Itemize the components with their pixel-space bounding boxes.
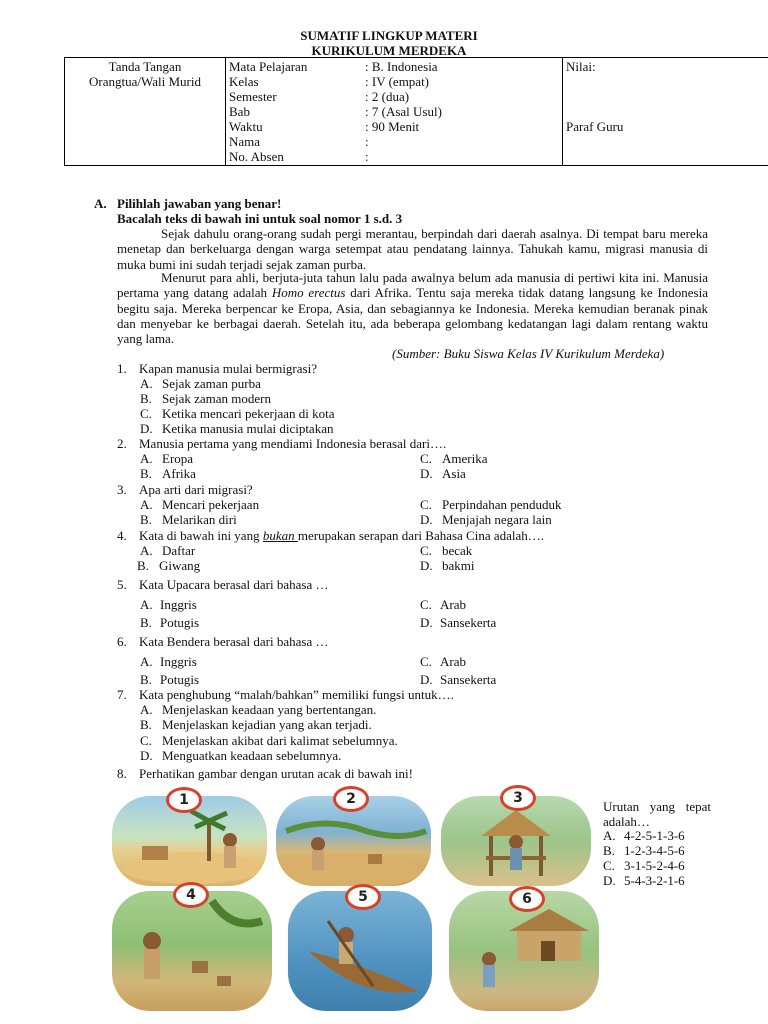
question-3: 3. Apa arti dari migrasi? <box>117 482 253 497</box>
q1-option-a[interactable]: A. Sejak zaman purba <box>140 376 261 391</box>
q1-option-c[interactable]: C. Ketika mencari pekerjaan di kota <box>140 406 335 421</box>
q2-option-c[interactable]: C. Amerika <box>420 451 488 466</box>
q6-option-c[interactable]: C. Arab <box>420 654 466 669</box>
title-sumatif: SUMATIF LINGKUP MATERI <box>300 28 478 43</box>
field-absen[interactable]: No. Absen : <box>229 149 369 164</box>
q5-option-b[interactable]: B. Potugis <box>140 615 200 630</box>
q4-option-d[interactable]: D. bakmi <box>420 558 475 573</box>
q8-option-a[interactable]: A. 4-2-5-1-3-6 <box>603 828 685 843</box>
q4-bukan-emphasis: bukan <box>262 528 298 543</box>
q3-option-d[interactable]: D. Menjajah negara lain <box>420 512 552 527</box>
q7-option-d[interactable]: D. Menguatkan keadaan sebelumnya. <box>140 748 342 763</box>
question-7: 7. Kata penghubung “malah/bahkan” memiliki fungsi untuk…. <box>117 687 454 702</box>
field-mapel: Mata Pelajaran : B. Indonesia <box>229 59 438 74</box>
q4-option-b[interactable]: B. Giwang <box>137 558 201 573</box>
q2-option-b[interactable]: B. Afrika <box>140 466 196 481</box>
q6-option-d[interactable]: D. Sansekerta <box>420 672 497 687</box>
section-letter: A. <box>94 196 107 211</box>
q2-option-d[interactable]: D. Asia <box>420 466 466 481</box>
q3-option-c[interactable]: C. Perpindahan penduduk <box>420 497 562 512</box>
q4-option-c[interactable]: C. becak <box>420 543 473 558</box>
picture-4-gathering <box>112 891 272 1011</box>
passage-paragraph-1: Sejak dahulu orang-orang sudah pergi merantau, berpindah dari daerah asalnya. Di tempat baru mereka menetap dan berkeluarga dengan warga setempat atau pendatang lainnya. Tahukah kamu, migrasi manusia di muka bumi ini sudah terjadi sejak zaman purba. <box>117 226 708 272</box>
picture-4-number: 4 <box>173 882 209 908</box>
q1-option-d[interactable]: D. Ketika manusia mulai diciptakan <box>140 421 334 436</box>
question-6: 6. Kata Bendera berasal dari bahasa … <box>117 634 329 649</box>
title-kurikulum: KURIKULUM MERDEKA <box>311 43 467 58</box>
q5-option-d[interactable]: D. Sansekerta <box>420 615 497 630</box>
q8-prompt-line-1: Urutan yang tepat <box>603 799 711 814</box>
q8-option-d[interactable]: D. 5-4-3-2-1-6 <box>603 873 685 888</box>
signature-label-1: Tanda Tangan <box>108 59 182 74</box>
identity-table <box>64 57 768 166</box>
nilai-label: Nilai: <box>566 59 596 74</box>
picture-4-scene <box>112 891 272 1011</box>
fields-cell <box>226 58 563 166</box>
field-waktu: Waktu : 90 Menit <box>229 119 420 134</box>
field-semester: Semester : 2 (dua) <box>229 89 410 104</box>
question-8: 8. Perhatikan gambar dengan urutan acak di bawah ini! <box>117 766 413 781</box>
picture-2-number: 2 <box>333 786 369 812</box>
q8-option-b[interactable]: B. 1-2-3-4-5-6 <box>603 843 685 858</box>
question-1: 1. Kapan manusia mulai bermigrasi? <box>117 361 317 376</box>
q8-prompt-line-2: adalah… <box>603 814 650 829</box>
section-heading: Pilihlah jawaban yang benar! <box>117 196 282 211</box>
q8-option-c[interactable]: C. 3-1-5-2-4-6 <box>603 858 685 873</box>
question-2: 2. Manusia pertama yang mendiami Indonesia berasal dari…. <box>117 436 447 451</box>
homo-erectus-term: Homo erectus <box>271 285 346 301</box>
question-5: 5. Kata Upacara berasal dari bahasa … <box>117 577 329 592</box>
q5-option-a[interactable]: A. Inggris <box>140 597 197 612</box>
signature-cell <box>65 58 226 166</box>
q6-option-a[interactable]: A. Inggris <box>140 654 197 669</box>
q7-option-c[interactable]: C. Menjelaskan akibat dari kalimat sebelumnya. <box>140 733 398 748</box>
field-kelas: Kelas : IV (empat) <box>229 74 430 89</box>
field-nama[interactable]: Nama : <box>229 134 369 149</box>
score-cell <box>563 58 768 166</box>
q3-option-b[interactable]: B. Melarikan diri <box>140 512 237 527</box>
q7-option-a[interactable]: A. Menjelaskan keadaan yang bertentangan. <box>140 702 377 717</box>
q7-option-b[interactable]: B. Menjelaskan kejadian yang akan terjadi. <box>140 717 372 732</box>
q2-option-a[interactable]: A. Eropa <box>140 451 194 466</box>
field-bab: Bab : 7 (Asal Usul) <box>229 104 442 119</box>
q5-option-c[interactable]: C. Arab <box>420 597 466 612</box>
q6-option-b[interactable]: B. Potugis <box>140 672 200 687</box>
q1-option-b[interactable]: B. Sejak zaman modern <box>140 391 272 406</box>
picture-5-number: 5 <box>345 884 381 910</box>
passage-paragraph-2: Menurut para ahli, berjuta-juta tahun lalu pada awalnya belum ada manusia di pertiwi kita ini. Manusia pertama yang datang adalah Homo erectus dari Afrika. Tentu saja mereka tidak datang langsung ke Indonesia begitu saja. Mereka berpencar ke Eropa, Asia, dan sebagiannya ke Indonesia. Mereka kemudian beranak pinak dan menyebar ke berbagai daerah. Setelah itu, ada beberapa gelombang kedatangan lagi dalam rentang waktu yang lama. <box>117 270 708 347</box>
picture-6-number: 6 <box>509 886 545 912</box>
signature-label-2: Orangtua/Wali Murid <box>89 74 201 89</box>
q3-option-a[interactable]: A. Mencari pekerjaan <box>140 497 260 512</box>
picture-3-number: 3 <box>500 785 536 811</box>
passage-source: (Sumber: Buku Siswa Kelas IV Kurikulum Merdeka) <box>392 346 665 361</box>
paraf-guru-label: Paraf Guru <box>566 119 624 134</box>
section-subheading: Bacalah teks di bawah ini untuk soal nomor 1 s.d. 3 <box>117 211 403 226</box>
picture-1-number: 1 <box>166 787 202 813</box>
question-4: 4. Kata di bawah ini yang bukan merupakan serapan dari Bahasa Cina adalah…. <box>117 528 545 543</box>
q4-option-a[interactable]: A. Daftar <box>140 543 196 558</box>
